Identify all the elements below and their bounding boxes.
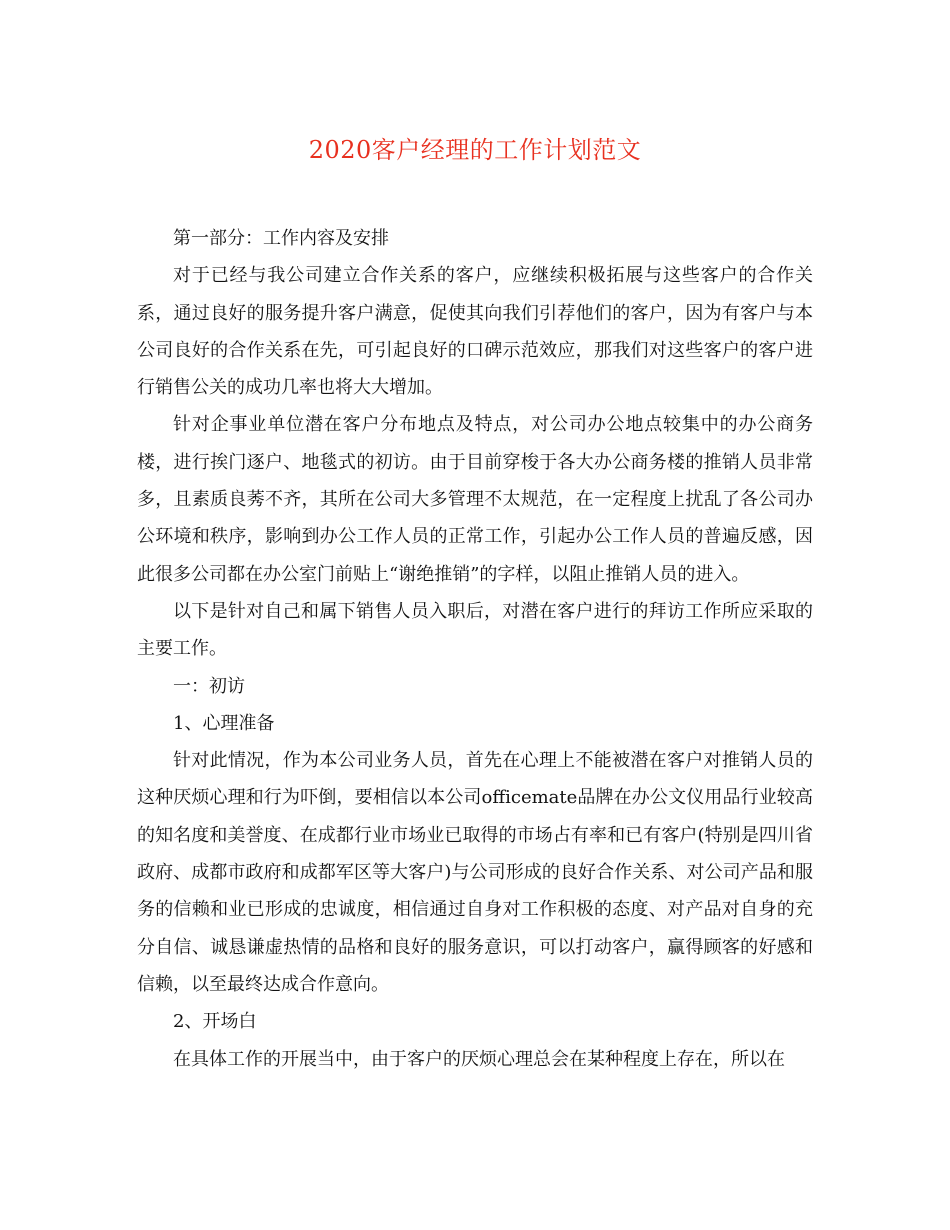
- section-heading-first-visit: 一：初访: [173, 675, 245, 697]
- subheading-mental-preparation: 1、心理准备: [173, 712, 275, 734]
- paragraph-main-tasks: 以下是针对自己和属下销售人员入职后，对潜在客户进行的拜访工作所应采取的主要工作。: [137, 600, 813, 660]
- section-heading-part-one: 第一部分：工作内容及安排: [173, 228, 389, 249]
- paragraph-mental-preparation: 针对此情况，作为本公司业务人员，首先在心理上不能被潜在客户对推销人员的这种厌烦心理和行为吓倒，要相信以本公司officemate品牌在办公文仪用品行业较高的知名度和美誉度、在成都行业市场业已取得的市场占有率和已有客户(特别是四川省政府、成都市政府和成都军区等大客户)与公司形成的良好合作关系、对公司产品和服务的信赖和业已形成的忠诚度，相信通过自身对工作积极的态度、对产品对自身的充分自信、诚恳谦虚热情的品格和良好的服务意识，可以打动客户，赢得顾客的好感和信赖，以至最终达成合作意向。: [137, 750, 813, 995]
- document-body: [137, 220, 813, 1078]
- paragraph-existing-clients: 对于已经与我公司建立合作关系的客户，应继续积极拓展与这些客户的合作关系，通过良好的服务提升客户满意，促使其向我们引荐他们的客户，因为有客户与本公司良好的合作关系在先，可引起良好的口碑示范效应，那我们对这些客户的客户进行销售公关的成功几率也将大大增加。: [137, 265, 813, 399]
- document-title: 2020客户经理的工作计划范文: [308, 136, 642, 164]
- paragraph-prospect-visits: 针对企事业单位潜在客户分布地点及特点，对公司办公地点较集中的办公商务楼，进行挨门逐户、地毯式的初访。由于目前穿梭于各大办公商务楼的推销人员非常多，且素质良莠不齐，其所在公司大多管理不太规范，在一定程度上扰乱了各公司办公环境和秩序，影响到办公工作人员的正常工作，引起办公工作人员的普遍反感，因此很多公司都在办公室门前贴上“谢绝推销”的字样，以阻止推销人员的进入。: [137, 414, 813, 585]
- subheading-opening-remarks: 2、开场白: [173, 1011, 257, 1033]
- paragraph-opening-remarks: 在具体工作的开展当中，由于客户的厌烦心理总会在某种程度上存在，所以在: [173, 1048, 785, 1070]
